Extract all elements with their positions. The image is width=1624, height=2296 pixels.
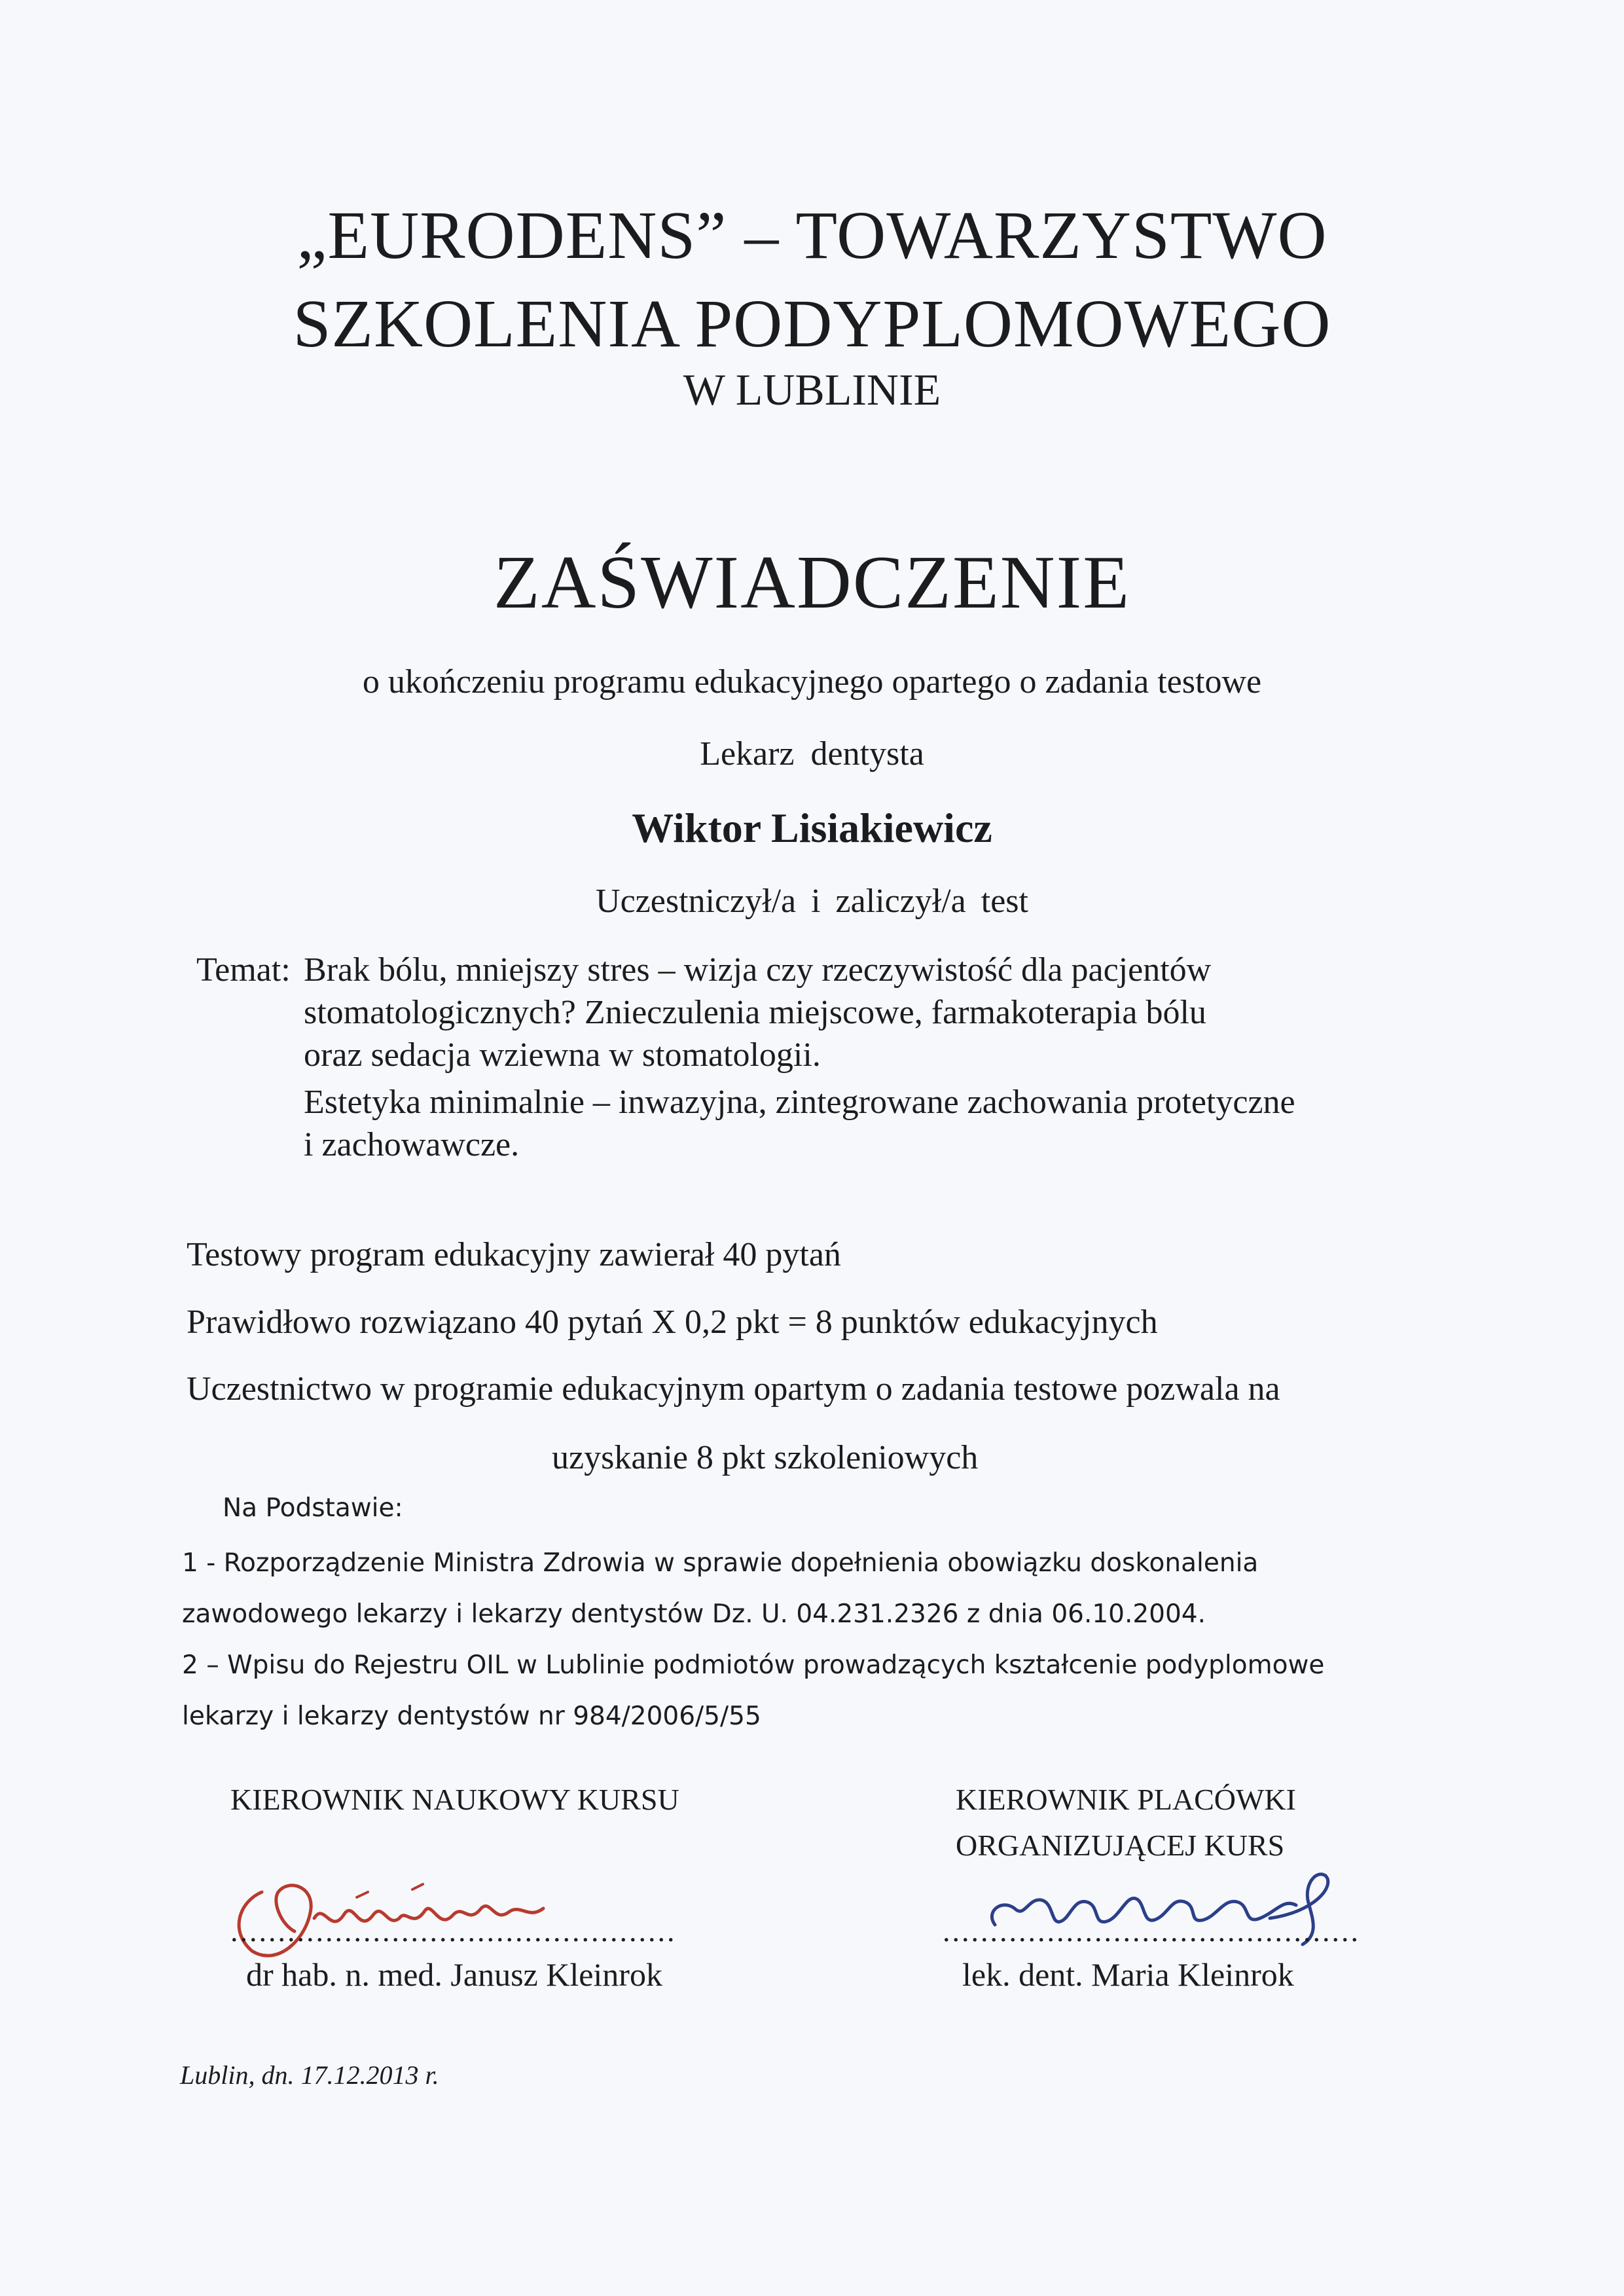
topic-label: Temat: (196, 951, 291, 989)
basis-line: lekarzy i lekarzy dentystów nr 984/2006/5/55 (182, 1702, 761, 1731)
basis-line: 2 – Wpisu do Rejestru OIL w Lublinie podmiotów prowadzących kształcenie podyplomowe (182, 1650, 1325, 1680)
basis-line: 1 - Rozporządzenie Ministra Zdrowia w sprawie dopełnienia obowiązku doskonalenia (182, 1548, 1259, 1578)
certificate-title: ZAŚWIADCZENIE (493, 541, 1131, 625)
org-name-line-2: SZKOLENIA PODYPLOMOWEGO (293, 286, 1331, 361)
topic-line: stomatologicznych? Znieczulenia miejscowe, farmakoterapia bólu (304, 994, 1206, 1031)
basis-line: zawodowego lekarzy i lekarzy dentystów Dz. U. 04.231.2326 z dnia 06.10.2004. (182, 1599, 1206, 1629)
topic-line: i zachowawcze. (304, 1126, 520, 1163)
issue-date: Lublin, dn. 17.12.2013 r. (180, 2060, 439, 2090)
recipient-name: Wiktor Lisiakiewicz (632, 805, 992, 851)
recipient-role: Lekarz dentysta (700, 735, 924, 773)
topic-line: Brak bólu, mniejszy stres – wizja czy rzeczywistość dla pacjentów (304, 951, 1212, 989)
left-signatory-name: dr hab. n. med. Janusz Kleinrok (246, 1956, 662, 1993)
right-signatory-title-line-1: KIEROWNIK PLACÓWKI (956, 1783, 1296, 1816)
right-signatory-name: lek. dent. Maria Kleinrok (962, 1956, 1294, 1993)
basis-label: Na Podstawie: (223, 1493, 403, 1523)
score-line: Prawidłowo rozwiązano 40 pytań X 0,2 pkt = 8 punktów edukacyjnych (187, 1303, 1158, 1341)
participation-line: Uczestnictwo w programie edukacyjnym opartym o zadania testowe pozwala na (187, 1370, 1280, 1408)
topic-line: Estetyka minimalnie – inwazyjna, zintegrowane zachowania protetyczne (304, 1084, 1295, 1121)
left-signature-line: ............................................... (230, 1914, 677, 1948)
org-name-line-1: „EURODENS” – TOWARZYSTWO (297, 198, 1327, 273)
left-signatory-title: KIEROWNIK NAUKOWY KURSU (230, 1783, 679, 1816)
certificate-subtitle: o ukończeniu programu edukacyjnego opartego o zadania testowe (362, 663, 1262, 701)
questions-count: Testowy program edukacyjny zawierał 40 pytań (187, 1236, 841, 1273)
test-result: Uczestniczył/a i zaliczył/a test (596, 883, 1028, 920)
training-points: uzyskanie 8 pkt szkoleniowych (552, 1439, 979, 1476)
right-signature-line: ............................................ (943, 1914, 1360, 1948)
right-signatory-title-line-2: ORGANIZUJĄCEJ KURS (956, 1829, 1285, 1862)
org-city: W LUBLINIE (683, 365, 941, 414)
topic-line: oraz sedacja wziewna w stomatologii. (304, 1036, 821, 1074)
